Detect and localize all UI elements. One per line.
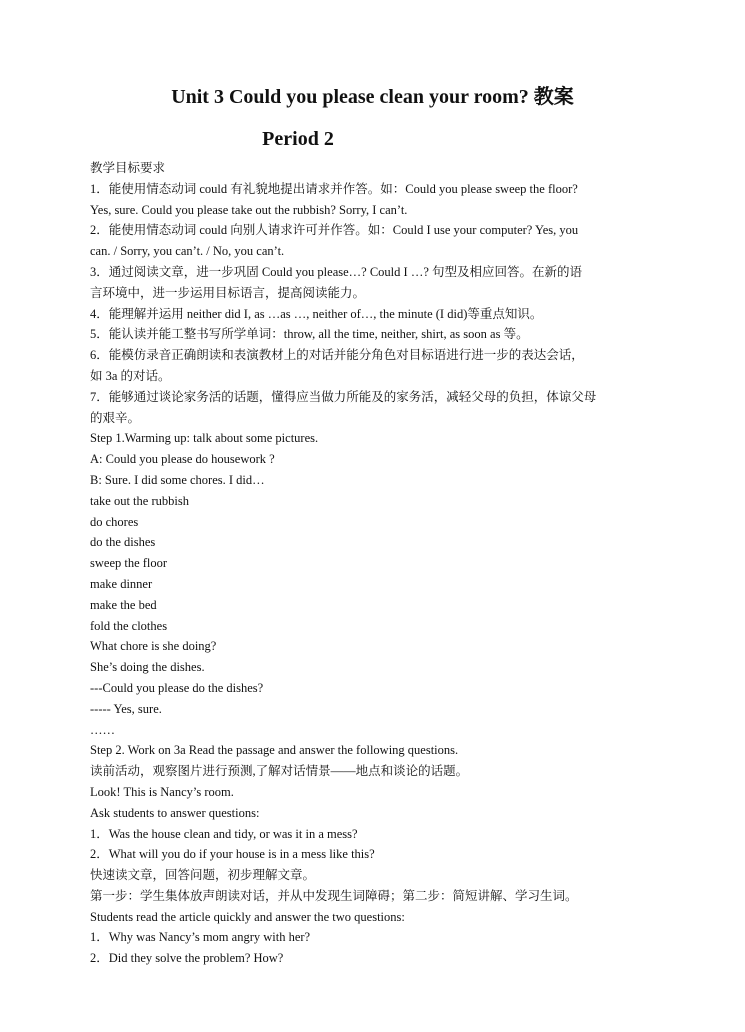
body-line: Ask students to answer questions: [90,805,260,820]
document-subtitle: Period 2 [262,128,334,150]
dialogue-line: B: Sure. I did some chores. I did… [90,472,265,487]
document-body [90,158,656,969]
dialogue-line: What chore is she doing? [90,639,217,654]
step-2-heading: Step 2. Work on 3a Read the passage and answer the following questions. [90,743,459,758]
ellipsis-line: …… [90,722,115,737]
document-title: Unit 3 Could you please clean your room? 教案 [171,86,574,108]
objective-7-line-1: 7．能够通过谈论家务活的话题，懂得应当做力所能及的家务活，减轻父母的负担，体谅父母 [90,389,597,404]
section-heading-objectives: 教学目标要求 [90,161,166,175]
question-line: 2．Did they solve the problem? How? [90,951,284,966]
step-1-heading: Step 1.Warming up: talk about some pictures. [90,431,319,446]
question-line: 2．What will you do if your house is in a mess like this? [90,847,375,862]
objective-2-line-2: can. / Sorry, you can’t. / No, you can’t. [90,244,285,259]
objective-7-line-2: 的艰辛。 [90,410,141,425]
body-line: 快速读文章，回答问题，初步理解文章。 [90,868,316,883]
chore-list-item: make dinner [90,576,153,591]
chore-list-item: make the bed [90,597,157,612]
dialogue-line: She’s doing the dishes. [90,660,205,675]
objective-3-line-2: 言环境中，进一步运用目标语言，提高阅读能力。 [90,285,366,300]
objective-6-line-1: 6．能模仿录音正确朗读和表演教材上的对话并能分角色对目标语进行进一步的表达会话， [90,348,584,363]
chore-list-item: sweep the floor [90,556,168,571]
objective-6-line-2: 如 3a 的对话。 [90,368,171,383]
chore-list-item: take out the rubbish [90,493,189,508]
chore-list-item: fold the clothes [90,618,168,633]
objective-2-line-1: 2．能使用情态动词 could 向别人请求许可并作答。如：Could I use your computer? Yes, you [90,223,579,238]
chore-list-item: do the dishes [90,535,156,550]
dialogue-line: A: Could you please do housework ? [90,452,275,467]
body-line: 第一步：学生集体放声朗读对话，并从中发现生词障碍；第二步：简短讲解、学习生词。 [90,888,578,903]
objective-1-line-1: 1．能使用情态动词 could 有礼貌地提出请求并作答。如：Could you please sweep the floor? [90,181,578,196]
objective-5: 5．能认读并能工整书写所学单词：throw, all the time, neither, shirt, as soon as 等。 [90,327,529,342]
chore-list-item: do chores [90,514,139,529]
objective-3-line-1: 3．通过阅读文章，进一步巩固 Could you please…? Could I …? 句型及相应回答。在新的语 [90,264,582,279]
question-line: 1．Was the house clean and tidy, or was it in a mess? [90,826,358,841]
objective-4: 4．能理解并运用 neither did I, as …as …, neither of…, the minute (I did)等重点知识。 [90,306,543,321]
body-line: Look! This is Nancy’s room. [90,784,234,799]
objective-1-line-2: Yes, sure. Could you please take out the rubbish? Sorry, I can’t. [90,202,408,217]
body-line: Students read the article quickly and answer the two questions: [90,909,405,924]
question-line: 1．Why was Nancy’s mom angry with her? [90,930,311,945]
dialogue-line: ---Could you please do the dishes? [90,680,264,695]
pre-reading-instruction: 读前活动，观察图片进行预测,了解对话情景——地点和谈论的话题。 [90,764,469,779]
dialogue-line: ----- Yes, sure. [90,701,162,716]
